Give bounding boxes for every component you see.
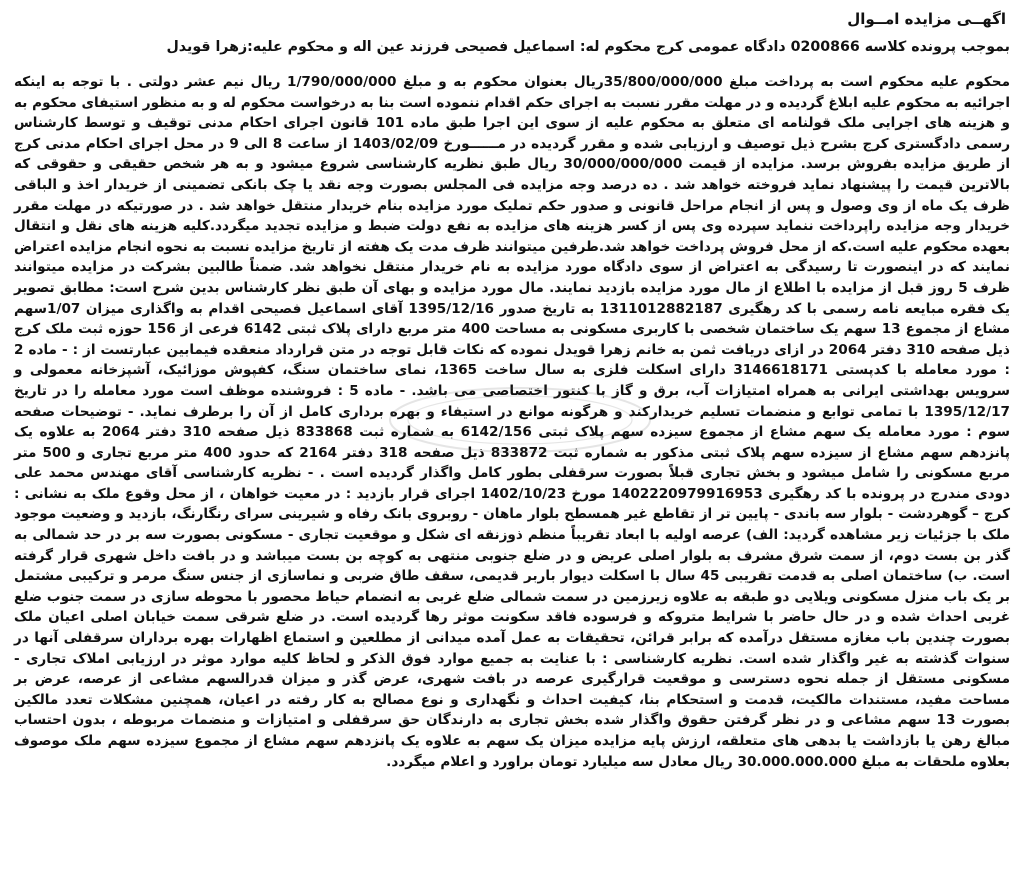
auction-notice <box>14 6 1010 870</box>
paragraph-auction-terms: از ساعت 8 الی 9 در محل اجرای احکام مدنی کرج از طریق مزایده بفروش برسد. مزایده از قیمت 30/000/000/000 ریال طبق نظریه کارشناسی شروع میشود و به هر شخص حقیقی و حقوقی که بالاترین قیمت را پیشنهاد نماید فروخته خواهد شد . ده درصد وجه مزایده فی المجلس بصورت وجه نقد یا چک بانکی تضمینی از خریدار اخذ و الباقی ظرف یک ماه از وی وصول و پس از انجام مراحل قانونی و صدور حکم تملیک مورد مزایده بنام خریدار منتقل خواهد شد . در صورتیکه در مهلت مقرر خریدار وجه مزایده راپرداخت ننماید سپرده وی پس از کسر هزینه های مزایده به نفع دولت ضبط و مزایده تجدید میگردد.کلیه هزینه های نقل و انتقال بعهده محکوم علیه است.که از محل فروش پرداخت خواهد شد.طرفین میتوانند ظرف مدت یک هفته از تاریخ مزایده نسبت به نحوه انجام مزایده اعتراض نمایند که در اینصورت تا رسیدگی به اعتراض از سوی دادگاه مورد مزایده به نام خریدار منتقل نخواهد شد. ضمناً طالبین بشرکت در مزایده میتوانند ظرف 5 روز قبل از مزایده با اطلاع از مال مورد مزایده بازدید نمایند. مال مورد مزایده و بهای آن <box>14 135 1010 296</box>
case-line: بموجب پرونده کلاسه 0200866 دادگاه عمومی کرج محکوم له: اسماعیل فصیحی فرزند عین اله و محکوم علیه:زهرا قویدل <box>166 39 1010 55</box>
notice-body <box>14 72 1010 772</box>
paragraph-judgment: محکوم علیه محکوم است به پرداخت مبلغ 35/800/000/000ریال بعنوان محکوم به و مبلغ 1/790/000/000 ریال نیم عشر دولتی . با توجه به اینکه اجرائیه به محکوم علیه ابلاغ گردیده و در مهلت مقرر نسبت به اجرای حکم اقدام ننموده است بنا به درخواست محکوم له و به منظور استیفای محکوم به و هزینه های اجرایی ملک قولنامه ای متعلق به محکوم علیه از سوی این اجرا طبق ماده 101 قانون اجرای احکام مدنی توقیف و توسط کارشناس رسمی دادگستری کرج بشرح ذیل توصیف و ارزیابی شده و مقرر گردیده در مــــــورخ <box>14 74 1011 152</box>
expert-heading: طبق نظر کارشناس بدین شرح است: <box>109 279 357 296</box>
auction-date: 1403/02/09 <box>352 135 439 152</box>
paragraph-expert-opinion: مطابق تصویر یک فقره مبایعه نامه رسمی با کد رهگیری 1311012882187 به تاریخ صدور 1395/12/16 آقای اسماعیل فصیحی اقدام به واگذاری میزان 1/07سهم مشاع از مجموع 13 سهم یک ساختمان شخصی با کاربری مسکونی به مساحت 400 متر مربع دارای پلاک ثبتی 6142 فرعی از 156 حوزه ثبت ملک کرج ذیل صفحه 310 دفتر 2064 در ازای دریافت ثمن به خانم زهرا قویدل نموده که نکات قابل توجه در متن قرارداد منعقده فیمابین عبارتست از : - ماده 2 : مورد معامله با کدپستی 3146618171 دارای اسکلت فلزی به سال ساخت 1365، نمای ساختمان سنگ، کفپوش موزائیک، آشپزخانه معمولی و سرویس بهداشتی ایرانی به همراه امتیازات آب، برق و گاز با کنتور اختصاصی می باشد. - ماده 5 : فروشنده موظف است مورد معامله را در تاریخ 1395/12/17 با تمامی توابع و منضمات تسلیم خریدارکند و هرگونه موانع در استیفاء و بهره برداری کامل از آن را برطرف نماید. - توضیحات صفحه سوم : مورد معامله یک سهم مشاع از مجموع سیزده سهم پلاک ثبتی 6142/156 به شماره ثبت 833868 ذیل صفحه 310 دفتر 2064 به علاوه یک پانزدهم سهم مشاع از سیزده سهم پلاک ثبتی مذکور به شماره ثبت 833872 ذیل صفحه 318 دفتر 2164 که حدود 400 متر مربع تجاری و 500 متر مربع مسکونی را شامل میشود و بخش تجاری قبلاً بصورت سرقفلی بطور کامل واگذار گردیده است . - نظریه کارشناسی آقای مهندس محمد علی دودی مندرج در پرونده با کد رهگیری 1402220979916953 مورخ 1402/10/23 اجرای قرار بازدید : در معیت خواهان ، از محل وقوع ملک به نشانی : کرج – گوهردشت - بلوار سه باندی - پایین تر از تقاطع غیر همسطح بلوار ماهان - روبروی بانک رفاه و شیرینی سرای رنگارنگ، بازدید و وضعیت موجود ملک با جزئیات زیر مشاهده گردید: الف) عرصه اولیه با ابعاد تقریباً منظم ذوزنقه ای شکل و موقعیت تجاری - مسکونی بصورت سه بر در حد شمالی به گذر بن بست دوم، از سمت شرق مشرف به بلوار اصلی عریض و در ضلع جنوبی منتهی به کوچه بن بست میباشد و در بافت داخل شهری قرار گرفته است. ب) ساختمان اصلی به قدمت تقریبی 45 سال با اسکلت دیوار باربر قدیمی، سقف طاق ضربی و نماسازی از جنس سنگ مرمر و ترکیبی مشتمل بر یک باب منزل مسکونی ویلایی دو طبقه به علاوه زیرزمین در سمت شمالی ضلع غربی به انضمام حیاط محصور با محوطه سازی در سمت جنوب ضلع غربی احداث شده و در حال حاضر با شرایط متروکه و فرسوده فاقد سکونت موثر رها گردیده است. در ضلع شرقی سمت خیابان اصلی اعیان ملک بصورت چندین باب مغازه مستقل درآمده که برابر قرائن، تحقیقات به عمل آمده میدانی از مطلعین و استماع اظهارات بهره برداران سرقفلی آنها در سنوات گذشته به غیر واگذار شده است. نظریه کارشناسی : با عنایت به جمیع موارد فوق الذکر و لحاظ کلیه موارد موثر در ارزیابی املاک تجاری - مسکونی مستقل از جمله نحوه دسترسی و موقعیت قرارگیری عرصه در بافت شهری، عرض گذر و میزان قدرالسهم مشاعی از عرصه، عرض بر مساحت مفید، مستندات مالکیت، قدمت و استحکام بنا، کیفیت احداث و نگهداری و نوع مصالح به کار رفته در اعیان، همچنین مشکلات تعدد مالکین بصورت 13 سهم مشاعی و در نظر گرفتن حقوق واگذار شده بخش تجاری به دارندگان حق سرقفلی و امتیازات و منضمات مربوطه ، بدون احتساب مبالغ رهن یا بازداشت یا بدهی های متعلقه، ارزش پایه مزایده میزان یک سهم به علاوه یک پانزدهم سهم مشاع از مجموع سیزده سهم ملک موصوف بعلاوه ملحقات به مبلغ 30.000.000.000 ریال معادل سه میلیارد تومان براورد و اعلام میگردد. <box>14 279 1011 770</box>
notice-title: اگهــی مزایده امــوال <box>847 10 1006 28</box>
